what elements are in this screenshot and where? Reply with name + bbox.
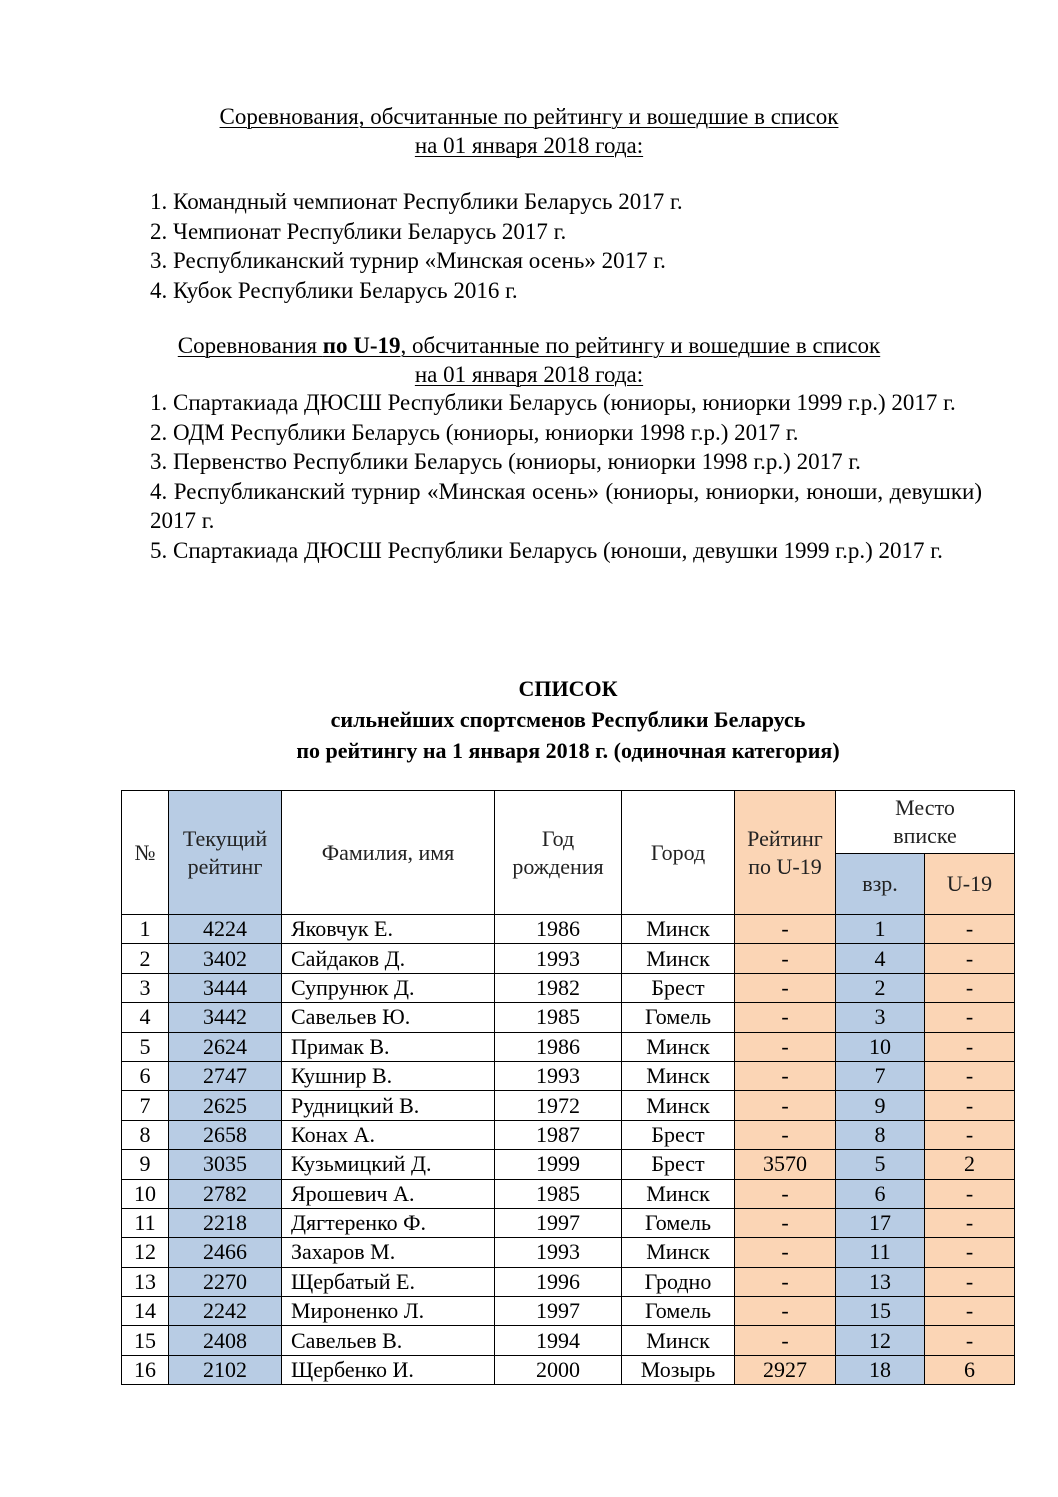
- cell-u19-rating: -: [735, 1003, 836, 1032]
- cell-place-adult: 11: [836, 1238, 925, 1267]
- header-birth-year: Год рождения: [495, 791, 622, 915]
- table-row: [122, 1355, 1015, 1384]
- cell-u19-rating: -: [735, 1120, 836, 1149]
- cell-num: 15: [122, 1326, 169, 1355]
- cell-place-u19: -: [925, 1061, 1015, 1090]
- cell-current-rating: 2747: [169, 1061, 282, 1090]
- cell-name: Ярошевич А.: [282, 1179, 495, 1208]
- cell-birth-year: 1982: [495, 973, 622, 1002]
- cell-city: Минск: [622, 1032, 735, 1061]
- cell-name: Кузьмицкий Д.: [282, 1150, 495, 1179]
- cell-u19-rating: -: [735, 1091, 836, 1120]
- cell-num: 8: [122, 1120, 169, 1149]
- cell-u19-rating: -: [735, 1032, 836, 1061]
- cell-birth-year: 1994: [495, 1326, 622, 1355]
- cell-place-u19: 2: [925, 1150, 1015, 1179]
- cell-num: 6: [122, 1061, 169, 1090]
- cell-num: 1: [122, 915, 169, 944]
- cell-city: Минск: [622, 944, 735, 973]
- cell-place-u19: -: [925, 1208, 1015, 1237]
- table-row: [122, 1003, 1015, 1032]
- cell-u19-rating: -: [735, 915, 836, 944]
- cell-name: Щербатый Е.: [282, 1267, 495, 1296]
- header-place-adult: взр.: [836, 854, 925, 915]
- cell-city: Минск: [622, 1091, 735, 1120]
- cell-birth-year: 1993: [495, 1238, 622, 1267]
- cell-name: Рудницкий В.: [282, 1091, 495, 1120]
- cell-birth-year: 1986: [495, 915, 622, 944]
- cell-current-rating: 3035: [169, 1150, 282, 1179]
- cell-city: Гомель: [622, 1208, 735, 1237]
- cell-current-rating: 2408: [169, 1326, 282, 1355]
- cell-name: Савельев В.: [282, 1326, 495, 1355]
- cell-current-rating: 3402: [169, 944, 282, 973]
- cell-name: Яковчук Е.: [282, 915, 495, 944]
- header-name: Фамилия, имя: [282, 791, 495, 915]
- list-item: 2. ОДМ Республики Беларусь (юниоры, юниорки 1998 г.р.) 2017 г.: [150, 419, 799, 445]
- list-title: [0, 673, 1058, 766]
- cell-place-u19: -: [925, 1238, 1015, 1267]
- table-row: [122, 1267, 1015, 1296]
- title-line3: по рейтингу на 1 января 2018 г. (одиночная категория): [296, 738, 840, 763]
- cell-name: Конах А.: [282, 1120, 495, 1149]
- cell-num: 12: [122, 1238, 169, 1267]
- cell-name: Сайдаков Д.: [282, 944, 495, 973]
- cell-name: Савельев Ю.: [282, 1003, 495, 1032]
- header-u19-rating: Рейтинг по U-19: [735, 791, 836, 915]
- cell-place-u19: -: [925, 944, 1015, 973]
- cell-place-u19: -: [925, 1120, 1015, 1149]
- cell-u19-rating: -: [735, 1326, 836, 1355]
- cell-current-rating: 2102: [169, 1355, 282, 1384]
- cell-name: Дягтеренко Ф.: [282, 1208, 495, 1237]
- cell-num: 2: [122, 944, 169, 973]
- cell-num: 4: [122, 1003, 169, 1032]
- cell-place-adult: 5: [836, 1150, 925, 1179]
- cell-place-u19: -: [925, 915, 1015, 944]
- cell-place-u19: -: [925, 1032, 1015, 1061]
- table-row: [122, 1061, 1015, 1090]
- cell-place-adult: 18: [836, 1355, 925, 1384]
- cell-current-rating: 2624: [169, 1032, 282, 1061]
- table-row: [122, 1150, 1015, 1179]
- cell-place-u19: -: [925, 1267, 1015, 1296]
- cell-city: Минск: [622, 1179, 735, 1208]
- cell-name: Щербенко И.: [282, 1355, 495, 1384]
- cell-u19-rating: -: [735, 1179, 836, 1208]
- cell-city: Минск: [622, 1326, 735, 1355]
- section1-heading-line2: на 01 января 2018 года:: [414, 133, 644, 158]
- table-row: [122, 915, 1015, 944]
- section2-heading: [0, 331, 1058, 389]
- cell-place-adult: 13: [836, 1267, 925, 1296]
- cell-place-u19: -: [925, 1091, 1015, 1120]
- table-row: [122, 1179, 1015, 1208]
- cell-name: Примак В.: [282, 1032, 495, 1061]
- cell-place-adult: 8: [836, 1120, 925, 1149]
- section1-heading-line1: Соревнования, обсчитанные по рейтингу и вошедшие в список: [219, 104, 839, 129]
- table-row: [122, 1238, 1015, 1267]
- cell-place-u19: -: [925, 1179, 1015, 1208]
- cell-u19-rating: 2927: [735, 1355, 836, 1384]
- cell-place-adult: 2: [836, 973, 925, 1002]
- cell-current-rating: 4224: [169, 915, 282, 944]
- cell-name: Кушнир В.: [282, 1061, 495, 1090]
- list-item: 3. Республиканский турнир «Минская осень» 2017 г.: [150, 248, 666, 273]
- section1-heading: [0, 102, 1058, 160]
- cell-current-rating: 2242: [169, 1297, 282, 1326]
- cell-num: 9: [122, 1150, 169, 1179]
- cell-current-rating: 3442: [169, 1003, 282, 1032]
- table-row: [122, 1032, 1015, 1061]
- header-place-u19: U-19: [925, 854, 1015, 915]
- cell-current-rating: 2658: [169, 1120, 282, 1149]
- cell-u19-rating: -: [735, 1061, 836, 1090]
- cell-city: Гомель: [622, 1297, 735, 1326]
- cell-birth-year: 1972: [495, 1091, 622, 1120]
- cell-num: 10: [122, 1179, 169, 1208]
- cell-u19-rating: -: [735, 1297, 836, 1326]
- cell-u19-rating: -: [735, 1267, 836, 1296]
- header-num: №: [122, 791, 169, 915]
- cell-name: Захаров М.: [282, 1238, 495, 1267]
- cell-name: Мироненко Л.: [282, 1297, 495, 1326]
- cell-place-adult: 10: [836, 1032, 925, 1061]
- cell-city: Мозырь: [622, 1355, 735, 1384]
- cell-u19-rating: -: [735, 1238, 836, 1267]
- cell-u19-rating: -: [735, 973, 836, 1002]
- cell-birth-year: 1993: [495, 1061, 622, 1090]
- cell-city: Брест: [622, 1120, 735, 1149]
- cell-place-u19: -: [925, 973, 1015, 1002]
- cell-birth-year: 1993: [495, 944, 622, 973]
- cell-num: 11: [122, 1208, 169, 1237]
- table-row: [122, 973, 1015, 1002]
- cell-u19-rating: -: [735, 944, 836, 973]
- section2-heading-line1: Соревнования по U-19, обсчитанные по рейтингу и вошедшие в список: [177, 333, 881, 358]
- cell-num: 7: [122, 1091, 169, 1120]
- cell-place-adult: 15: [836, 1297, 925, 1326]
- cell-place-adult: 17: [836, 1208, 925, 1237]
- cell-num: 3: [122, 973, 169, 1002]
- cell-city: Гродно: [622, 1267, 735, 1296]
- list-item: 3. Первенство Республики Беларусь (юниоры, юниорки 1998 г.р.) 2017 г.: [150, 449, 861, 474]
- table-row: [122, 1326, 1015, 1355]
- cell-current-rating: 2782: [169, 1179, 282, 1208]
- cell-birth-year: 1999: [495, 1150, 622, 1179]
- cell-current-rating: 2466: [169, 1238, 282, 1267]
- table-row: [122, 1297, 1015, 1326]
- cell-place-u19: -: [925, 1326, 1015, 1355]
- title-line1: СПИСОК: [518, 676, 618, 701]
- list-item: 4. Республиканский турнир «Минская осень» (юниоры, юниорки, юноши, девушки) 2017 г.: [150, 478, 982, 533]
- section1-list: [150, 187, 982, 305]
- cell-u19-rating: -: [735, 1208, 836, 1237]
- cell-place-adult: 7: [836, 1061, 925, 1090]
- list-item: 2. Чемпионат Республики Беларусь 2017 г.: [150, 218, 567, 244]
- cell-birth-year: 1997: [495, 1208, 622, 1237]
- table-row: [122, 944, 1015, 973]
- table-body: [122, 915, 1015, 1385]
- cell-place-adult: 9: [836, 1091, 925, 1120]
- cell-place-adult: 3: [836, 1003, 925, 1032]
- cell-place-u19: -: [925, 1297, 1015, 1326]
- cell-num: 14: [122, 1297, 169, 1326]
- cell-birth-year: 1987: [495, 1120, 622, 1149]
- cell-birth-year: 1985: [495, 1003, 622, 1032]
- title-line2: сильнейших спортсменов Республики Беларусь: [330, 707, 806, 732]
- cell-num: 16: [122, 1355, 169, 1384]
- list-item: 4. Кубок Республики Беларусь 2016 г.: [150, 277, 518, 303]
- cell-place-adult: 1: [836, 915, 925, 944]
- cell-place-adult: 6: [836, 1179, 925, 1208]
- cell-u19-rating: 3570: [735, 1150, 836, 1179]
- cell-city: Минск: [622, 1061, 735, 1090]
- cell-name: Супрунюк Д.: [282, 973, 495, 1002]
- header-place: Место вписке: [836, 791, 1015, 854]
- list-item: 1. Командный чемпионат Республики Беларусь 2017 г.: [150, 189, 683, 214]
- cell-city: Минск: [622, 915, 735, 944]
- section2-heading-line2: на 01 января 2018 года:: [414, 362, 644, 387]
- cell-city: Брест: [622, 973, 735, 1002]
- cell-city: Брест: [622, 1150, 735, 1179]
- cell-current-rating: 2625: [169, 1091, 282, 1120]
- list-item: 1. Спартакиада ДЮСШ Республики Беларусь (юниоры, юниорки 1999 г.р.) 2017 г.: [150, 390, 956, 415]
- cell-num: 5: [122, 1032, 169, 1061]
- table-row: [122, 1120, 1015, 1149]
- cell-place-adult: 12: [836, 1326, 925, 1355]
- cell-place-u19: 6: [925, 1355, 1015, 1384]
- cell-birth-year: 1986: [495, 1032, 622, 1061]
- list-item: 5. Спартакиада ДЮСШ Республики Беларусь (юноши, девушки 1999 г.р.) 2017 г.: [150, 537, 943, 563]
- table-row: [122, 1091, 1015, 1120]
- cell-place-adult: 4: [836, 944, 925, 973]
- header-city: Город: [622, 791, 735, 915]
- table-row: [122, 1208, 1015, 1237]
- cell-current-rating: 2218: [169, 1208, 282, 1237]
- cell-birth-year: 1997: [495, 1297, 622, 1326]
- cell-birth-year: 1985: [495, 1179, 622, 1208]
- cell-num: 13: [122, 1267, 169, 1296]
- cell-birth-year: 2000: [495, 1355, 622, 1384]
- cell-city: Гомель: [622, 1003, 735, 1032]
- cell-birth-year: 1996: [495, 1267, 622, 1296]
- header-current-rating: Текущий рейтинг: [169, 791, 282, 915]
- cell-current-rating: 2270: [169, 1267, 282, 1296]
- rating-table: [121, 790, 1015, 1385]
- cell-current-rating: 3444: [169, 973, 282, 1002]
- cell-place-u19: -: [925, 1003, 1015, 1032]
- cell-city: Минск: [622, 1238, 735, 1267]
- section2-list: [150, 388, 982, 565]
